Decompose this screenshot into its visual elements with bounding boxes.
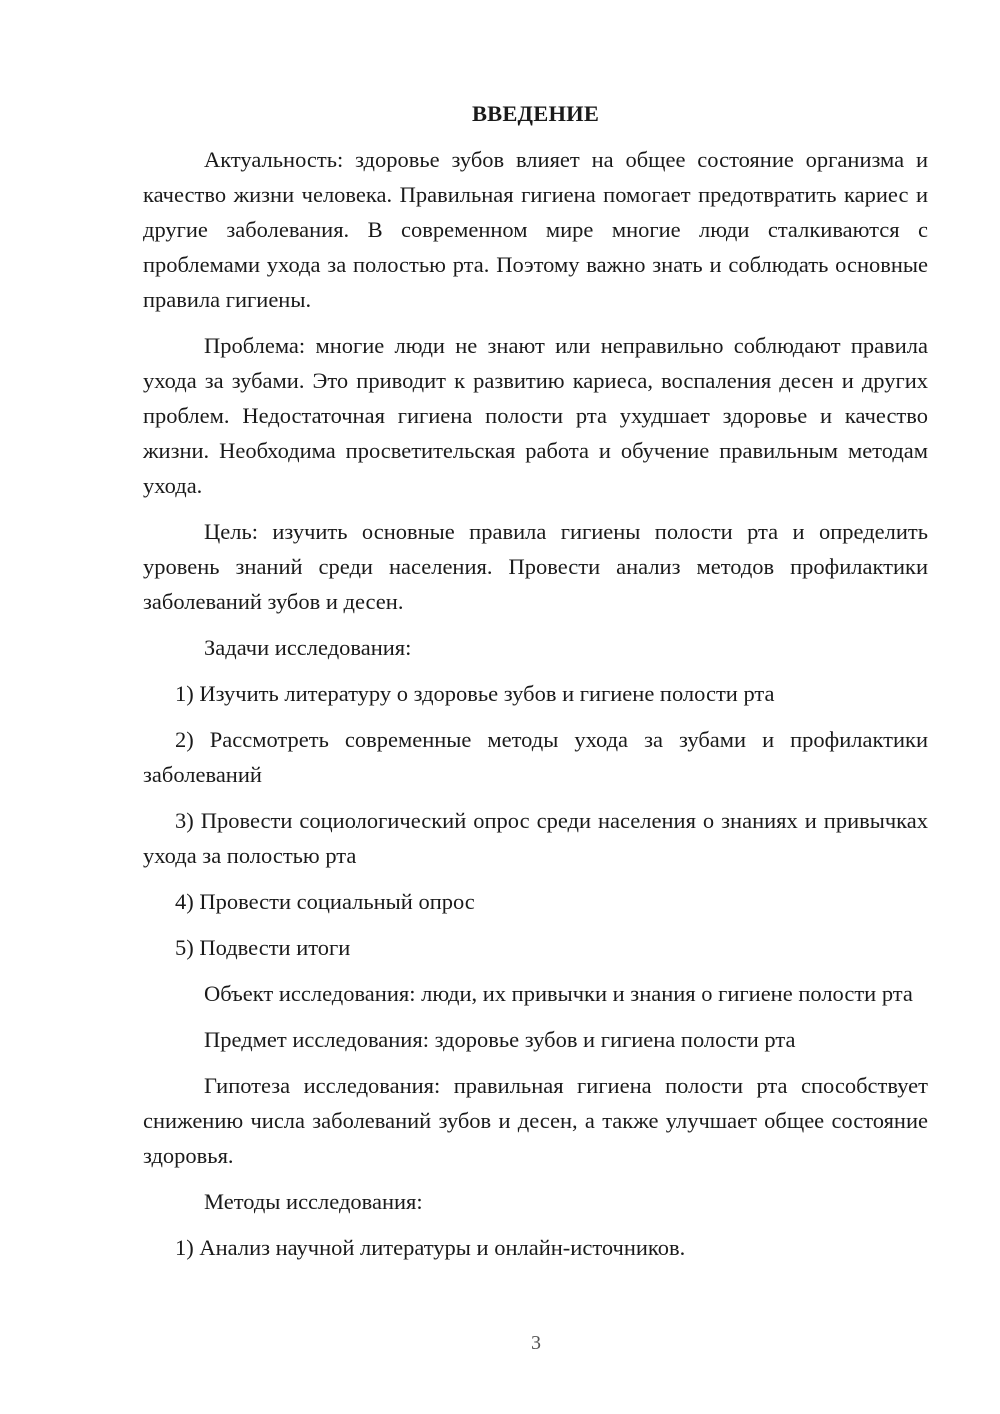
task-item-3: 3) Провести социологический опрос среди населения о знаниях и привычках ухода за полостью рта xyxy=(143,808,928,868)
tasks-heading: Задачи исследования: xyxy=(204,635,412,660)
page-number: 3 xyxy=(531,1332,541,1354)
object-paragraph: Объект исследования: люди, их привычки и знания о гигиене полости рта xyxy=(204,981,913,1006)
page-title: ВВЕДЕНИЕ xyxy=(471,101,600,126)
task-item-2: 2) Рассмотреть современные методы ухода за зубами и профилактики заболеваний xyxy=(143,727,928,787)
subject-paragraph: Предмет исследования: здоровье зубов и гигиена полости рта xyxy=(204,1027,796,1052)
task-item-5: 5) Подвести итоги xyxy=(175,935,351,960)
hypothesis-paragraph: Гипотеза исследования: правильная гигиена полости рта способствует снижению числа заболеваний зубов и десен, а также улучшает общее состояние здоровья. xyxy=(143,1073,928,1168)
methods-heading: Методы исследования: xyxy=(204,1189,423,1214)
relevance-paragraph: Актуальность: здоровье зубов влияет на общее состояние организма и качество жизни человека. Правильная гигиена помогает предотвратить кариес и другие заболевания. В современном мире многие люди сталкиваются с проблемами ухода за полостью рта. Поэтому важно знать и соблюдать основные правила гигиены. xyxy=(143,147,928,312)
task-item-4: 4) Провести социальный опрос xyxy=(175,889,475,914)
task-item-1: 1) Изучить литературу о здоровье зубов и гигиене полости рта xyxy=(175,681,775,706)
problem-paragraph: Проблема: многие люди не знают или неправильно соблюдают правила ухода за зубами. Это приводит к развитию кариеса, воспаления десен и других проблем. Недостаточная гигиена полости рта ухудшает здоровье и качество жизни. Необходима просветительская работа и обучение правильным методам ухода. xyxy=(143,333,928,498)
method-item-1: 1) Анализ научной литературы и онлайн-источников. xyxy=(175,1235,686,1260)
page-body xyxy=(143,96,928,1276)
goal-paragraph: Цель: изучить основные правила гигиены полости рта и определить уровень знаний среди населения. Провести анализ методов профилактики заболеваний зубов и десен. xyxy=(143,519,928,614)
